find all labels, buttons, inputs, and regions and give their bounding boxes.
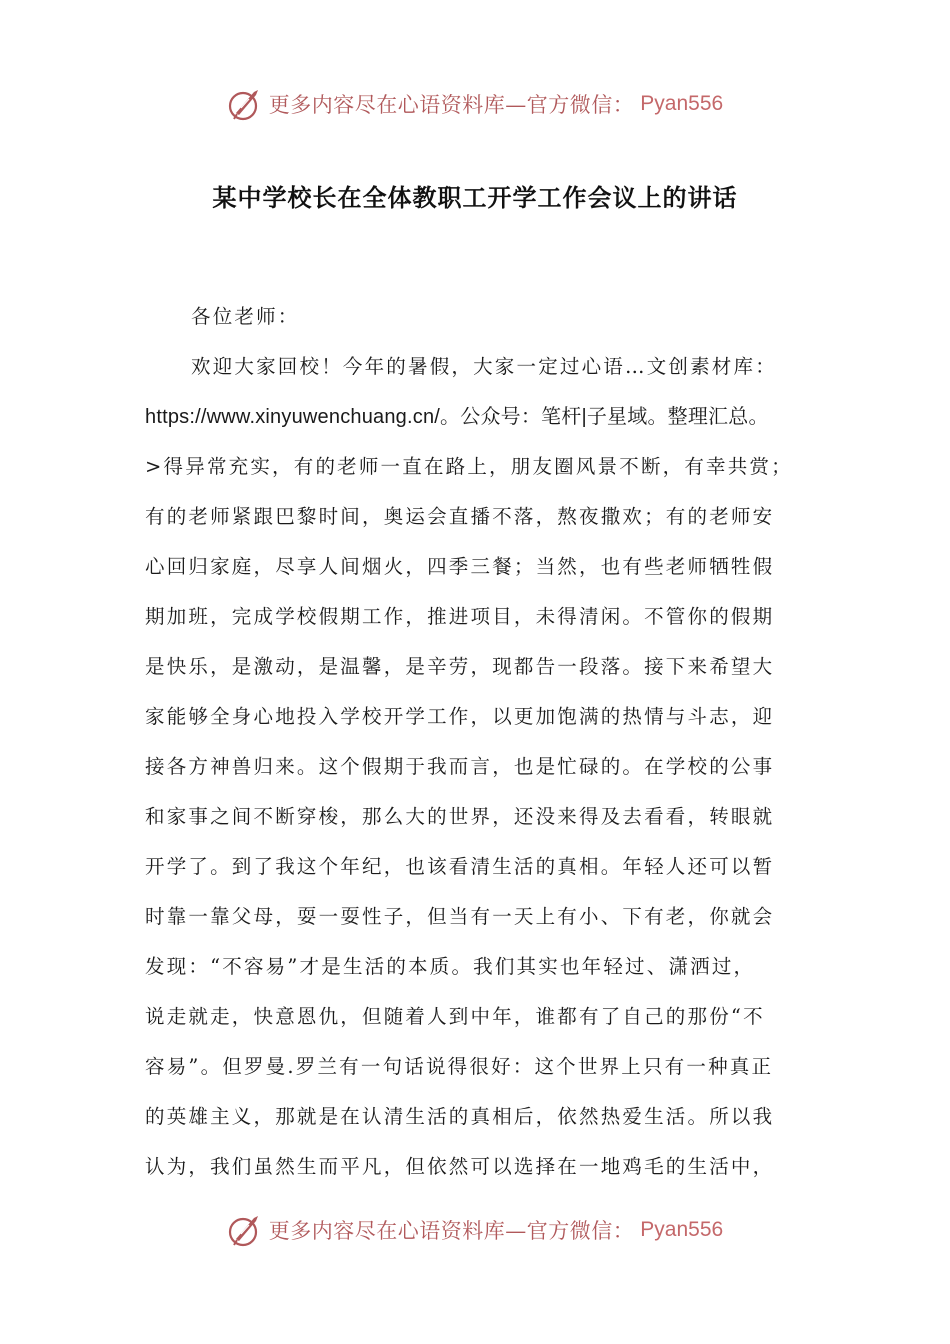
paragraph-line: 容易”。但罗曼.罗兰有一句话说得很好：这个世界上只有一种真正 bbox=[145, 1055, 774, 1078]
paragraph-line: 的英雄主义，那就是在认清生活的真相后，依然热爱生活。所以我 bbox=[145, 1105, 775, 1128]
paragraph-line: >得异常充实，有的老师一直在路上，朋友圈风景不断，有幸共赏； bbox=[145, 455, 793, 478]
footer-watermark bbox=[0, 1208, 950, 1252]
paragraph-line: 开学了。到了我这个年纪，也该看清生活的真相。年轻人还可以暂 bbox=[145, 855, 775, 878]
watermark-wechat-id: Pyan556 bbox=[640, 92, 724, 115]
quill-pen-circle-icon bbox=[227, 1212, 263, 1248]
watermark-text: 更多内容尽在心语资料库—官方微信： bbox=[268, 93, 635, 117]
paragraph-line: 时靠一靠父母，耍一耍性子，但当有一天上有小、下有老，你就会 bbox=[145, 905, 775, 928]
paragraph-line: https://www.xinyuwenchuang.cn/。公众号：笔杆|子星域。整理汇总。 bbox=[145, 406, 769, 428]
paragraph-line: 家能够全身心地投入学校开学工作，以更加饱满的热情与斗志，迎 bbox=[145, 705, 775, 728]
paragraph-line: 说走就走，快意恩仇，但随着人到中年，谁都有了自己的那份“不 bbox=[145, 1005, 765, 1028]
watermark-text: 更多内容尽在心语资料库—官方微信： bbox=[268, 1219, 635, 1243]
paragraph-line: 是快乐，是激动，是温馨，是辛劳，现都告一段落。接下来希望大 bbox=[145, 655, 775, 678]
watermark-wechat-id: Pyan556 bbox=[640, 1218, 724, 1241]
paragraph-line: 期加班，完成学校假期工作，推进项目，未得清闲。不管你的假期 bbox=[145, 605, 775, 628]
paragraph-line: 接各方神兽归来。这个假期于我而言，也是忙碌的。在学校的公事 bbox=[145, 755, 775, 778]
page-title: 某中学校长在全体教职工开学工作会议上的讲话 bbox=[212, 184, 738, 212]
paragraph-line: 认为，我们虽然生而平凡，但依然可以选择在一地鸡毛的生活中， bbox=[145, 1155, 775, 1178]
paragraph-line: 发现：“不容易”才是生活的本质。我们其实也年轻过、潇洒过， bbox=[145, 955, 756, 978]
paragraph-line: 心回归家庭，尽享人间烟火，四季三餐；当然，也有些老师牺牲假 bbox=[145, 555, 775, 578]
paragraph-line: 欢迎大家回校！今年的暑假，大家一定过心语…文创素材库： bbox=[191, 355, 777, 378]
quill-pen-circle-icon bbox=[227, 86, 263, 122]
header-watermark bbox=[0, 82, 950, 126]
paragraph-line: 和家事之间不断穿梭，那么大的世界，还没来得及去看看，转眼就 bbox=[145, 805, 775, 828]
salutation: 各位老师： bbox=[191, 305, 300, 328]
paragraph-line: 有的老师紧跟巴黎时间，奥运会直播不落，熬夜撒欢；有的老师安 bbox=[145, 505, 775, 528]
document-body bbox=[145, 292, 810, 1192]
